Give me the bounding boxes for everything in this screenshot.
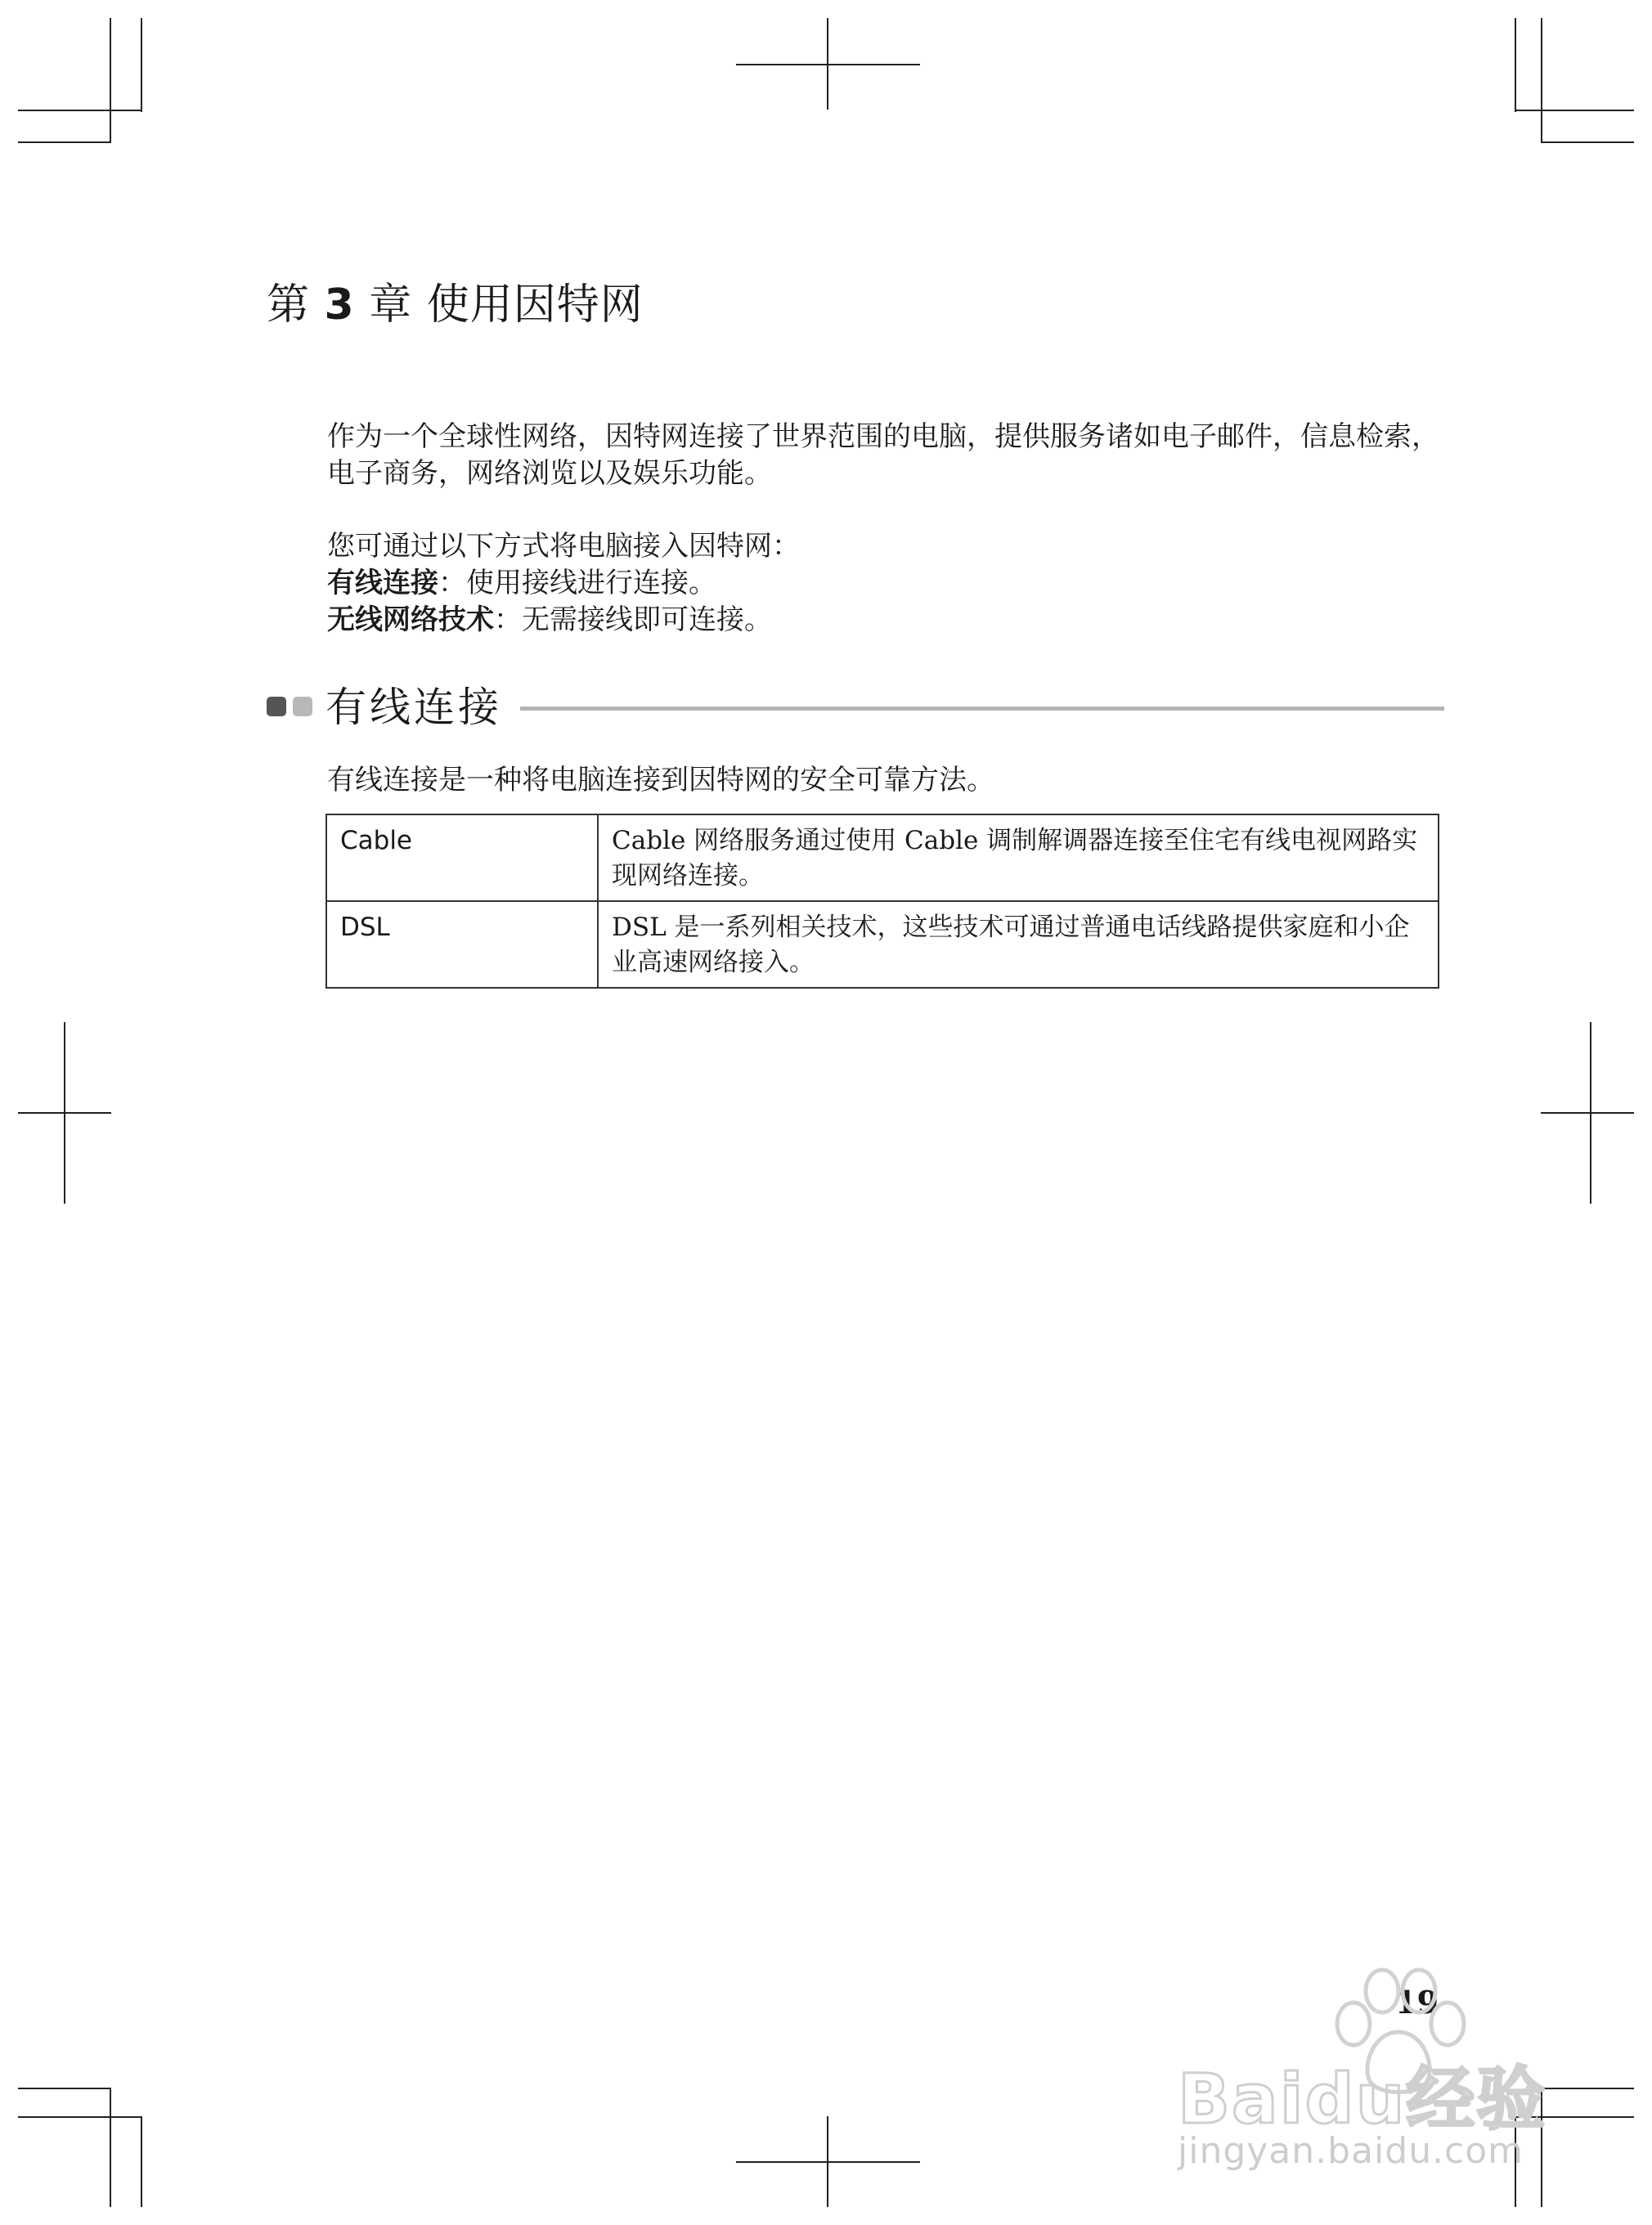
method-separator: ： <box>494 603 522 636</box>
intro-paragraph: 作为一个全球性网络，因特网连接了世界范围的电脑，提供服务诸如电子邮件，信息检索，电子商务，网络浏览以及娱乐功能。 <box>327 420 1439 490</box>
crop-mark <box>1541 141 1634 143</box>
connection-methods <box>327 528 1439 639</box>
crop-mark <box>827 18 828 110</box>
connection-table <box>325 814 1439 989</box>
chapter-number: 3 <box>324 280 355 330</box>
section-marker-dark-icon <box>267 697 286 716</box>
method-separator: ： <box>438 567 466 599</box>
crop-mark <box>141 18 142 112</box>
section-rule <box>520 707 1444 711</box>
crop-mark <box>827 2116 828 2207</box>
crop-mark <box>110 18 111 142</box>
table-row <box>326 814 1439 901</box>
baidu-watermark <box>1178 1967 1636 2171</box>
section-intro: 有线连接是一种将电脑连接到因特网的安全可靠方法。 <box>327 764 994 796</box>
chapter-title <box>267 270 644 331</box>
chapter-prefix: 第 <box>267 280 311 330</box>
method-item-wired <box>327 565 1439 602</box>
crop-mark <box>18 2116 141 2118</box>
page-number: 19 <box>1395 1984 1439 2021</box>
table-term-cell: DSL <box>326 901 598 988</box>
crop-mark <box>1515 18 1516 112</box>
section-marker-light-icon <box>293 697 312 716</box>
crop-mark <box>1541 18 1542 142</box>
crop-mark <box>64 1022 65 1204</box>
method-term: 有线连接 <box>327 567 438 599</box>
crop-mark <box>1515 110 1634 111</box>
table-term-cell: Cable <box>326 814 598 901</box>
crop-mark <box>18 2088 111 2089</box>
crop-mark <box>18 110 141 111</box>
crop-mark <box>1590 1022 1591 1204</box>
method-term: 无线网络技术 <box>327 603 494 636</box>
crop-mark <box>141 2116 142 2207</box>
watermark-domain: jingyan.baidu.com <box>1178 2130 1524 2172</box>
crop-mark <box>110 2088 111 2207</box>
table-row <box>326 901 1439 988</box>
table-desc-cell: DSL 是一系列相关技术，这些技术可通过普通电话线路提供家庭和小企业高速网络接入。 <box>598 901 1439 988</box>
methods-lead: 您可通过以下方式将电脑接入因特网： <box>327 530 800 563</box>
table-desc-cell: Cable 网络服务通过使用 Cable 调制解调器连接至住宅有线电视网路实现网络连接。 <box>598 814 1439 901</box>
crop-mark <box>1541 1112 1634 1114</box>
method-desc: 无需接线即可连接。 <box>522 603 772 636</box>
section-title: 有线连接 <box>325 684 502 731</box>
method-desc: 使用接线进行连接。 <box>466 567 716 599</box>
chapter-name: 章 使用因特网 <box>369 280 644 330</box>
method-item-wireless <box>327 602 1439 639</box>
crop-mark <box>18 141 111 143</box>
section-heading <box>267 679 1444 736</box>
watermark-brand: Baidu经验 <box>1178 2059 1547 2139</box>
